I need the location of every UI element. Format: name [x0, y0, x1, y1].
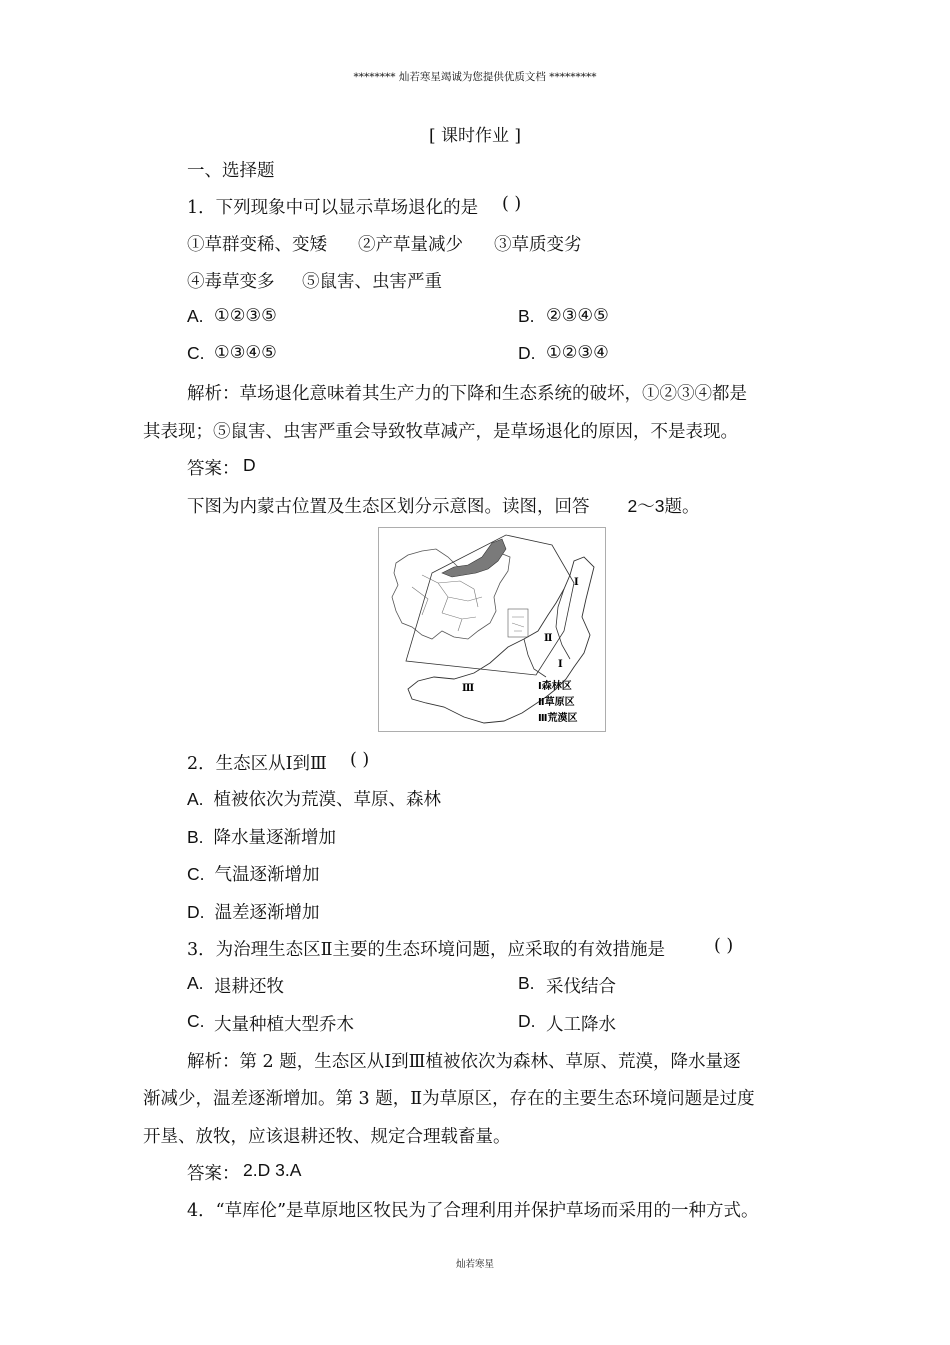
- q1-option-a-text: ①②③⑤: [214, 306, 277, 326]
- q1-answer-label: 答案：: [187, 459, 240, 479]
- q2-option-d-text: 温差逐渐增加: [214, 903, 320, 923]
- q1-analysis-line-1: 解析：草场退化意味着其生产力的下降和生态系统的破坏，①②③④都是: [187, 384, 747, 404]
- q2-option-b: [187, 824, 336, 849]
- q3-option-a-text: 退耕还牧: [214, 977, 284, 997]
- legend-desert: Ⅲ荒漠区: [538, 713, 578, 724]
- legend-grassland: Ⅱ草原区: [538, 697, 575, 708]
- q3-stem: 3．为治理生态区Ⅱ主要的生态环境问题，应采取的有效措施是: [187, 940, 666, 960]
- q3-option-d-text: 人工降水: [546, 1015, 616, 1035]
- q1-option-d-text: ①②③④: [546, 343, 609, 363]
- q2-option-a-letter: A.: [187, 789, 204, 809]
- region-label-1-south: Ⅰ: [558, 659, 563, 670]
- q2-option-a: [187, 786, 441, 811]
- q1-item-4: ④毒草变多: [187, 272, 275, 292]
- q1-answer-value: D: [243, 455, 256, 475]
- q3-answer-paren: ( ): [714, 936, 734, 956]
- legend-forest: Ⅰ森林区: [538, 681, 572, 692]
- figure-intro: [187, 493, 699, 518]
- q3-option-d-letter: D.: [518, 1011, 536, 1031]
- q2-option-c-letter: C.: [187, 864, 205, 884]
- q2-3-analysis-line-1: 解析：第 2 题，生态区从Ⅰ到Ⅲ植被依次为森林、草原、荒漠，降水量逐: [187, 1052, 741, 1072]
- q2-option-b-text: 降水量逐渐增加: [213, 828, 337, 848]
- q3-option-c-text: 大量种植大型乔木: [214, 1015, 354, 1035]
- region-label-3: Ⅲ: [462, 683, 475, 694]
- q1-option-a-letter: A.: [187, 306, 204, 326]
- q1-answer-paren: ( ): [502, 194, 522, 214]
- figure-intro-text: 下图为内蒙古位置及生态区划分示意图。读图，回答: [187, 497, 590, 517]
- q1-option-c-letter: C.: [187, 343, 205, 363]
- region-label-1-north: Ⅰ: [574, 577, 579, 588]
- q2-option-c: [187, 861, 320, 886]
- q3-option-b-text: 采伐结合: [546, 977, 616, 997]
- q1-option-d-letter: D.: [518, 343, 536, 363]
- q2-3-answer-label: 答案：: [187, 1164, 240, 1184]
- q2-option-c-text: 气温逐渐增加: [214, 865, 320, 885]
- inset-box: [508, 609, 528, 637]
- figure-intro-range: 2～3: [627, 496, 665, 516]
- q2-option-d-letter: D.: [187, 902, 205, 922]
- q3-option-b-letter: B.: [518, 973, 535, 993]
- q2-option-a-text: 植被依次为荒漠、草原、森林: [213, 790, 442, 810]
- q2-option-d: [187, 899, 320, 924]
- q1-item-2: ②产草量减少: [358, 235, 463, 255]
- q1-analysis-line-2: 其表现；⑤鼠害、虫害严重会导致牧草减产，是草场退化的原因，不是表现。: [143, 422, 738, 442]
- inner-mongolia-eco-region-map: [378, 527, 606, 732]
- q1-option-c-text: ①③④⑤: [214, 343, 277, 363]
- q1-stem: 1．下列现象中可以显示草场退化的是: [187, 198, 479, 218]
- figure-intro-suffix: 题。: [664, 497, 700, 517]
- q3-option-a-letter: A.: [187, 973, 204, 993]
- q2-stem: 2．生态区从Ⅰ到Ⅲ: [187, 754, 327, 774]
- q2-option-b-letter: B.: [187, 827, 204, 847]
- q1-item-1: ①草群变稀、变矮: [187, 235, 327, 255]
- q2-3-answer-value: 2.D 3.A: [243, 1160, 302, 1180]
- q2-answer-paren: ( ): [350, 750, 370, 770]
- q2-3-analysis-line-2: 渐减少，温差逐渐增加。第 3 题，Ⅱ为草原区，存在的主要生态环境问题是过度: [143, 1089, 755, 1109]
- page-header: ******** 灿若寒星竭诚为您提供优质文档 *********: [353, 71, 597, 83]
- q1-option-b-text: ②③④⑤: [546, 306, 609, 326]
- q1-item-5: ⑤鼠害、虫害严重: [302, 272, 442, 292]
- q2-3-analysis-line-3: 开垦、放牧，应该退耕还牧、规定合理载畜量。: [143, 1127, 511, 1147]
- page-footer: 灿若寒星: [455, 1259, 494, 1270]
- section-heading: 一、选择题: [187, 161, 275, 181]
- q1-item-3: ③草质变劣: [494, 235, 582, 255]
- q3-option-c-letter: C.: [187, 1011, 205, 1031]
- q4-stem: 4．“草库伦”是草原地区牧民为了合理利用并保护草场而采用的一种方式。: [187, 1201, 759, 1221]
- page-title: [ 课时作业 ]: [428, 126, 522, 146]
- region-label-2: Ⅱ: [544, 633, 553, 644]
- q1-option-b-letter: B.: [518, 306, 535, 326]
